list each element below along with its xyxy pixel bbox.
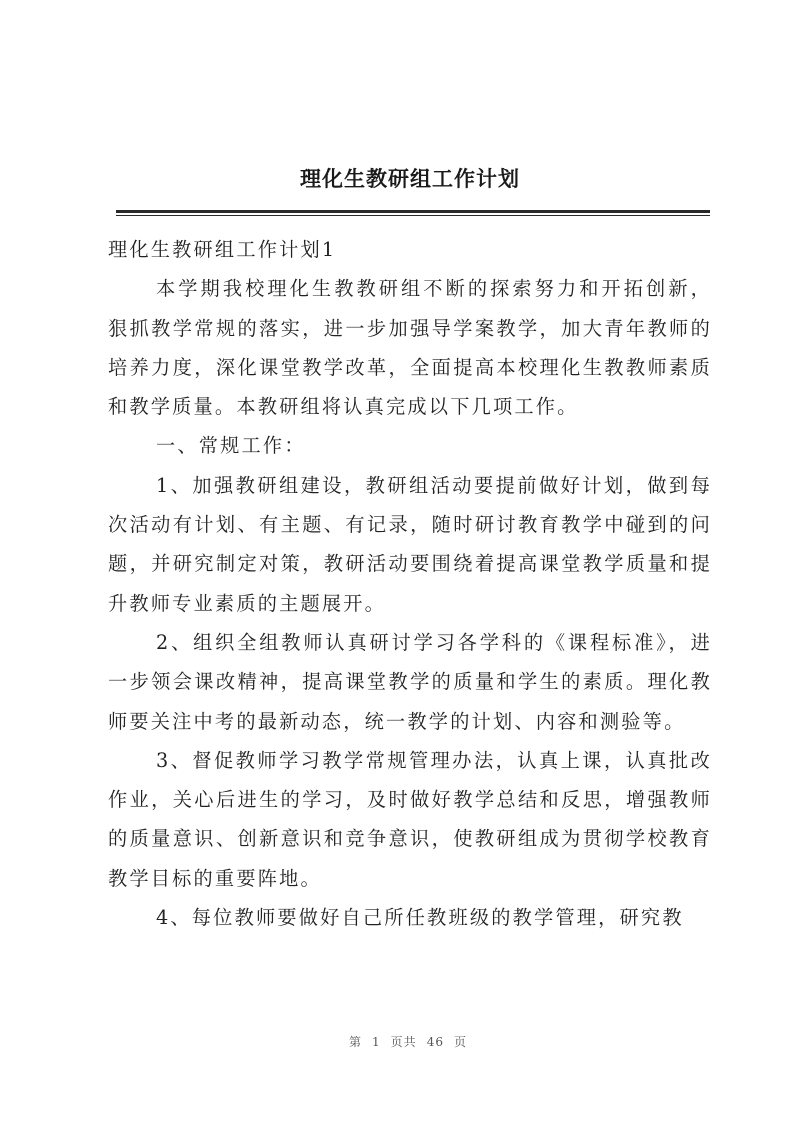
paragraph-item-4: 4、每位教师要做好自己所任教班级的教学管理，研究教 <box>156 906 684 930</box>
document-body <box>108 230 712 937</box>
document-title: 理化生教研组工作计划 <box>300 167 520 191</box>
footer-middle: 页共 <box>390 1035 417 1049</box>
footer-total-pages: 46 <box>426 1035 444 1049</box>
section-heading: 理化生教研组工作计划1 <box>108 238 337 261</box>
footer-prefix: 第 <box>349 1035 363 1049</box>
paragraph-item-2: 2、组织全组教师认真研讨学习各学科的《课程标准》，进一步领会课改精神，提高课堂教学的质量和学生的素质。理化教师要关注中考的最新动态，统一教学的计划、内容和测验等。 <box>108 630 712 733</box>
paragraph-item-1: 1、加强教研组建设，教研组活动要提前做好计划，做到每次活动有计划、有主题、有记录，随时研讨教育教学中碰到的问题，并研究制定对策，教研活动要围绕着提高课堂教学质量和提升教师专业素质的主题展开。 <box>108 473 712 615</box>
paragraph-intro: 本学期我校理化生教教研组不断的探索努力和开拓创新，狠抓教学常规的落实，进一步加强导学案教学，加大青年教师的培养力度，深化课堂教学改革，全面提高本校理化生教教师素质和教学质量。本教研组将认真完成以下几项工作。 <box>108 277 712 419</box>
title-divider-thick <box>116 210 710 213</box>
footer-suffix: 页 <box>453 1035 467 1049</box>
title-divider-thin <box>116 215 710 216</box>
paragraph-heading-routine-work: 一、常规工作： <box>156 434 306 458</box>
paragraph-item-3: 3、督促教师学习教学常规管理办法，认真上课，认真批改作业，关心后进生的学习，及时做好教学总结和反思，增强教师的质量意识、创新意识和竞争意识，使教研组成为贯彻学校教育教学目标的重要阵地。 <box>108 748 712 890</box>
footer-current-page: 1 <box>372 1035 381 1049</box>
page-footer <box>0 1033 800 1050</box>
